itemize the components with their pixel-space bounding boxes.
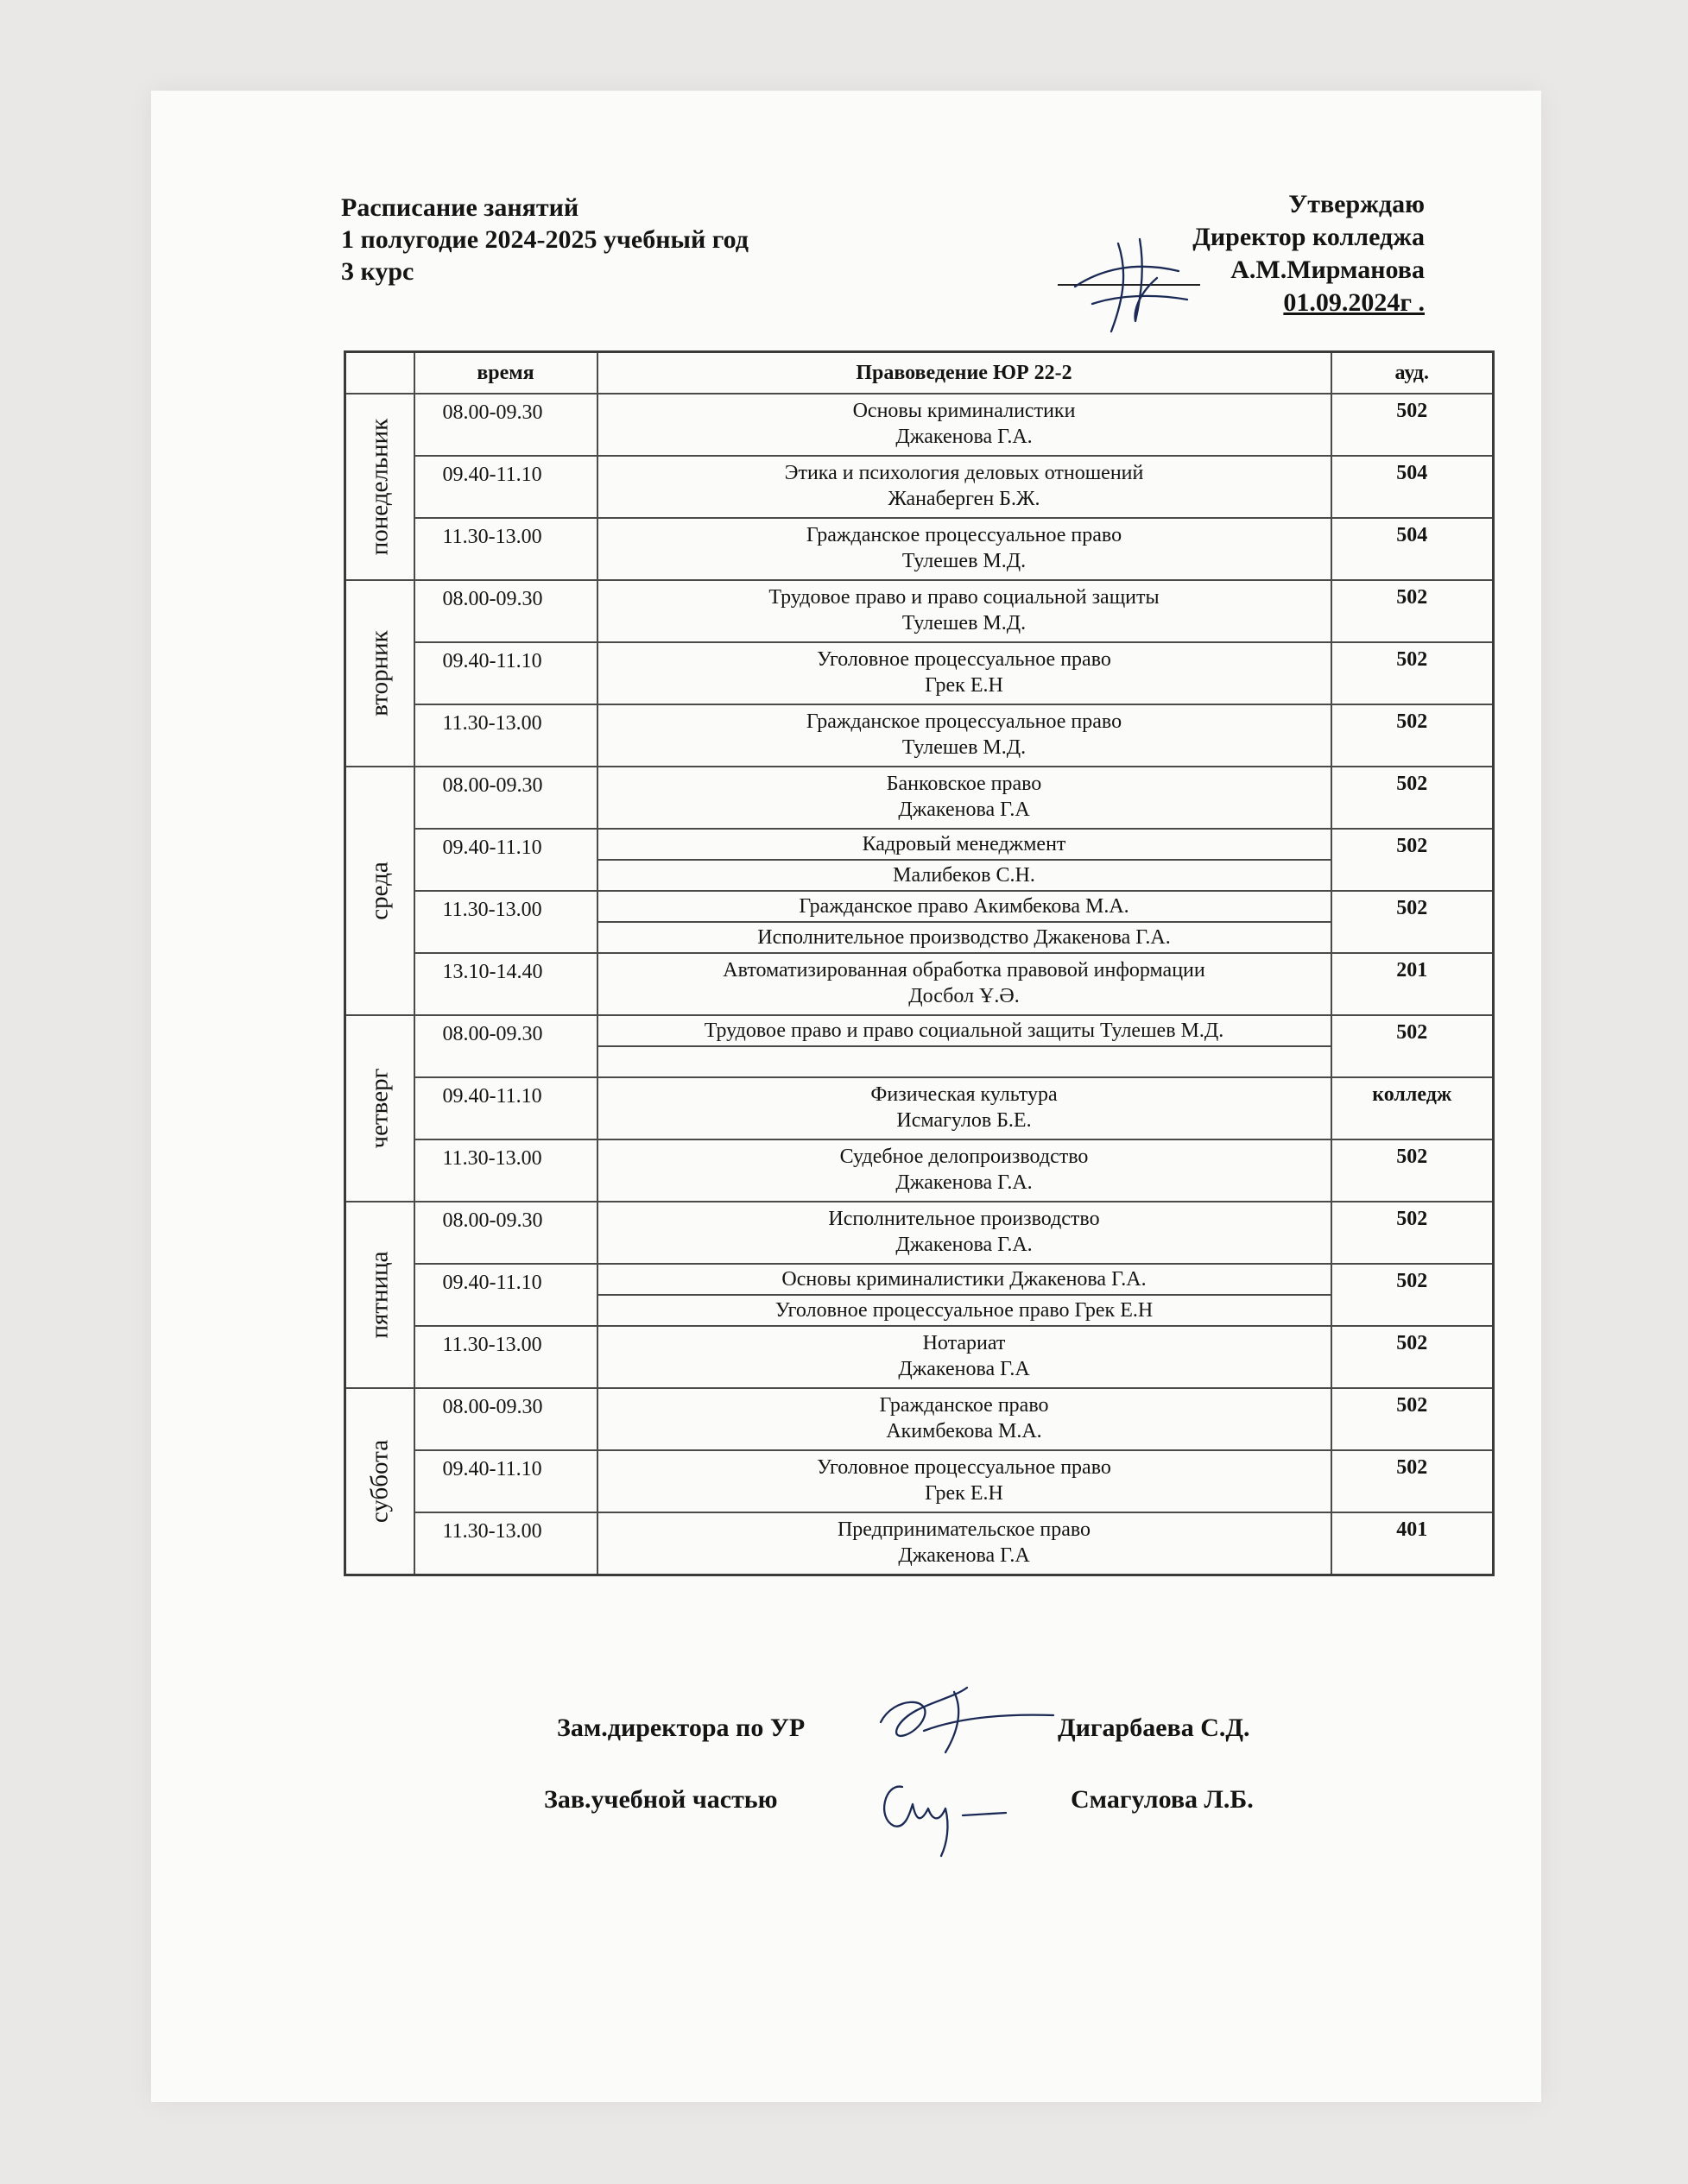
subject-cell [597,580,1331,642]
time-cell: 08.00-09.30 [414,1015,597,1077]
time-cell: 09.40-11.10 [414,1077,597,1139]
table-row [345,1202,1494,1264]
director-position: Директор колледжа [1192,223,1425,251]
room-cell: 502 [1331,1450,1494,1512]
time-cell: 13.10-14.40 [414,953,597,1015]
room-cell: 502 [1331,829,1494,891]
schedule-table [344,350,1495,1576]
subject-cell: Трудовое право и право социальной защиты Тулешев М.Д. [597,1015,1331,1046]
teacher-name: Тулешев М.Д. [901,736,1027,759]
table-row [345,953,1494,1015]
room-cell: 401 [1331,1512,1494,1575]
subject-name: Банковское право [886,773,1042,795]
room-cell: колледж [1331,1077,1494,1139]
subject-cell [597,518,1331,580]
table-row [345,704,1494,767]
subject-name: Судебное делопроизводство [839,1146,1089,1168]
schedule-title: Расписание занятий [341,193,579,222]
subject-cell [597,1077,1331,1139]
time-cell: 11.30-13.00 [414,1326,597,1388]
room-cell: 502 [1331,394,1494,456]
room-column-header: ауд. [1331,352,1494,395]
day-name: суббота [365,1439,394,1523]
teacher-name: Джакенова Г.А. [895,1234,1033,1256]
teacher-name: Жанаберген Б.Ж. [888,488,1040,510]
room-cell: 502 [1331,642,1494,704]
table-row [345,1015,1494,1046]
time-cell: 11.30-13.00 [414,704,597,767]
subject-name: Гражданское право [879,1394,1049,1417]
table-row [345,394,1494,456]
day-cell [345,1388,414,1575]
time-cell: 08.00-09.30 [414,1202,597,1264]
time-cell: 11.30-13.00 [414,891,597,953]
subject-cell [597,1202,1331,1264]
teacher-name: Джакенова Г.А [898,1358,1030,1380]
time-cell: 09.40-11.10 [414,1264,597,1326]
table-row [345,767,1494,829]
table-row [345,1388,1494,1450]
head-signature-icon [868,1765,1023,1860]
subject-cell: Гражданское право Акимбекова М.А. [597,891,1331,922]
subject-name: Гражданское процессуальное право [806,524,1122,546]
subject-name: Предпринимательское право [837,1518,1091,1541]
teacher-name: Исмагулов Б.Е. [896,1109,1032,1132]
table-header-row [345,352,1494,395]
subject-cell [597,953,1331,1015]
table-row [345,1139,1494,1202]
table-row [345,518,1494,580]
table-row [345,1512,1494,1575]
teacher-name: Джакенова Г.А. [895,426,1033,448]
table-row [345,456,1494,518]
day-name: вторник [365,630,394,716]
teacher-name: Акимбекова М.А. [886,1420,1042,1442]
deputy-title: Зам.директора по УР [557,1714,806,1742]
course-label: 3 курс [341,257,414,286]
subject-cell [597,456,1331,518]
day-cell [345,1202,414,1388]
subject-cell [597,394,1331,456]
teacher-name: Джакенова Г.А [898,1544,1030,1567]
time-cell: 11.30-13.00 [414,1512,597,1575]
document-header [341,192,749,287]
day-name: пятница [365,1251,394,1339]
time-cell: 11.30-13.00 [414,518,597,580]
day-name: понедельник [365,418,394,556]
day-cell [345,394,414,580]
subject-cell [597,704,1331,767]
director-signature-icon [1058,226,1222,338]
time-cell: 09.40-11.10 [414,829,597,891]
subject-cell: Основы криминалистики Джакенова Г.А. [597,1264,1331,1295]
room-cell: 502 [1331,891,1494,953]
teacher-name: Тулешев М.Д. [901,550,1027,572]
teacher-name: Джакенова Г.А. [895,1171,1033,1194]
subject-name: Гражданское процессуальное право [806,710,1122,733]
time-cell: 11.30-13.00 [414,1139,597,1202]
subject-cell: Кадровый менеджмент [597,829,1331,860]
subject-cell [597,642,1331,704]
time-cell: 09.40-11.10 [414,1450,597,1512]
subject-name: Этика и психология деловых отношений [784,462,1144,484]
subject-cell [597,1388,1331,1450]
time-cell: 09.40-11.10 [414,642,597,704]
day-cell [345,767,414,1015]
subject-cell: Малибеков С.Н. [597,860,1331,891]
teacher-name: Тулешев М.Д. [901,612,1027,634]
teacher-name: Грек Е.Н [925,1482,1003,1505]
teacher-name: Джакенова Г.А [898,798,1030,821]
subject-cell [597,767,1331,829]
deputy-signature-icon [872,1679,1062,1761]
subject-name: Основы криминалистики [852,400,1076,422]
subject-name: Уголовное процессуальное право [817,648,1111,671]
approval-date: 01.09.2024г . [1283,288,1425,317]
table-row [345,891,1494,922]
room-cell: 502 [1331,704,1494,767]
time-cell: 08.00-09.30 [414,767,597,829]
room-cell: 502 [1331,1264,1494,1326]
time-cell: 08.00-09.30 [414,394,597,456]
subject-cell [597,1139,1331,1202]
subject-name: Трудовое право и право социальной защиты [768,586,1160,609]
day-cell [345,1015,414,1202]
subject-cell [597,1450,1331,1512]
subject-name: Уголовное процессуальное право [817,1456,1111,1479]
day-name: четверг [365,1068,394,1149]
room-cell: 502 [1331,1388,1494,1450]
head-title: Зав.учебной частью [544,1785,778,1814]
semester-label: 1 полугодие 2024-2025 учебный год [341,225,749,254]
subject-name: Нотариат [922,1332,1006,1354]
deputy-name: Дигарбаева С.Д. [1058,1714,1250,1742]
table-row [345,1264,1494,1295]
director-name: А.М.Мирманова [1230,256,1425,284]
subject-cell: Исполнительное производство Джакенова Г.А. [597,922,1331,953]
room-cell: 502 [1331,1015,1494,1077]
table-row [345,642,1494,704]
subject-name: Автоматизированная обработка правовой информации [723,959,1205,982]
room-cell: 504 [1331,456,1494,518]
teacher-name: Досбол Ұ.Ә. [908,985,1020,1007]
approve-label: Утверждаю [1288,190,1425,218]
time-column-header: время [414,352,597,395]
room-cell: 502 [1331,767,1494,829]
room-cell: 502 [1331,1202,1494,1264]
table-row [345,1450,1494,1512]
teacher-name: Грек Е.Н [925,674,1003,697]
schedule-body [345,394,1494,1575]
day-cell [345,580,414,767]
time-cell: 08.00-09.30 [414,580,597,642]
time-cell: 09.40-11.10 [414,456,597,518]
table-row [345,1077,1494,1139]
group-column-header: Правоведение ЮР 22-2 [597,352,1331,395]
subject-cell [597,1046,1331,1077]
table-row [345,829,1494,860]
day-name: среда [365,862,394,920]
subject-name: Физическая культура [870,1083,1058,1106]
room-cell: 502 [1331,1326,1494,1388]
time-cell: 08.00-09.30 [414,1388,597,1450]
subject-cell [597,1512,1331,1575]
subject-cell: Уголовное процессуальное право Грек Е.Н [597,1295,1331,1326]
room-cell: 201 [1331,953,1494,1015]
subject-name: Исполнительное производство [828,1208,1100,1230]
head-name: Смагулова Л.Б. [1071,1785,1254,1814]
day-column-header [345,352,414,395]
subject-cell [597,1326,1331,1388]
table-row [345,580,1494,642]
room-cell: 502 [1331,580,1494,642]
table-row [345,1326,1494,1388]
room-cell: 502 [1331,1139,1494,1202]
room-cell: 504 [1331,518,1494,580]
